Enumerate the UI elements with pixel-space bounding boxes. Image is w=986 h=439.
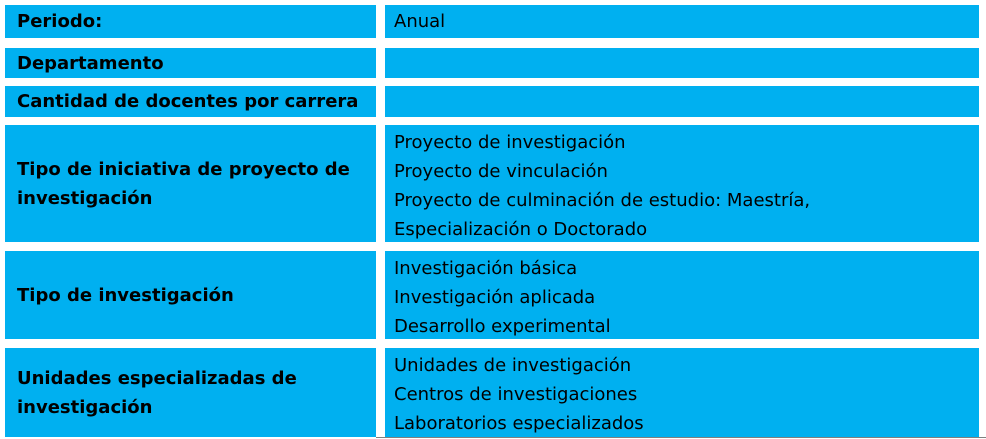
value-line: Especialización o Doctorado xyxy=(394,219,648,240)
row-label-cantidad-docentes: Cantidad de docentes por carrera xyxy=(5,86,376,117)
value-line: Investigación aplicada xyxy=(394,287,596,308)
table-bottom-border xyxy=(376,437,986,438)
row-label-unidades-especializadas: Unidades especializadas de investigación xyxy=(5,348,376,437)
row-label-tipo-iniciativa: Tipo de iniciativa de proyecto de investigación xyxy=(5,125,376,242)
value-line: Centros de investigaciones xyxy=(394,384,638,405)
value-line: Unidades de investigación xyxy=(394,355,632,376)
row-label-departamento: Departamento xyxy=(5,48,376,78)
value-line: Proyecto de vinculación xyxy=(394,161,608,182)
row-value-tipo-iniciativa xyxy=(385,125,979,242)
row-value-cantidad-docentes xyxy=(385,86,979,117)
row-value-tipo-investigacion xyxy=(385,251,979,339)
value-line: Proyecto de culminación de estudio: Maestría, xyxy=(394,190,811,211)
value-line: Investigación básica xyxy=(394,258,578,279)
value-line: Desarrollo experimental xyxy=(394,316,611,337)
value-line: Anual xyxy=(394,11,446,32)
row-value-departamento xyxy=(385,48,979,78)
row-value-periodo xyxy=(385,5,979,38)
row-value-unidades-especializadas xyxy=(385,348,979,437)
row-label-periodo: Periodo: xyxy=(5,5,376,38)
value-line: Laboratorios especializados xyxy=(394,413,644,434)
row-label-tipo-investigacion: Tipo de investigación xyxy=(5,251,376,339)
value-line: Proyecto de investigación xyxy=(394,132,626,153)
